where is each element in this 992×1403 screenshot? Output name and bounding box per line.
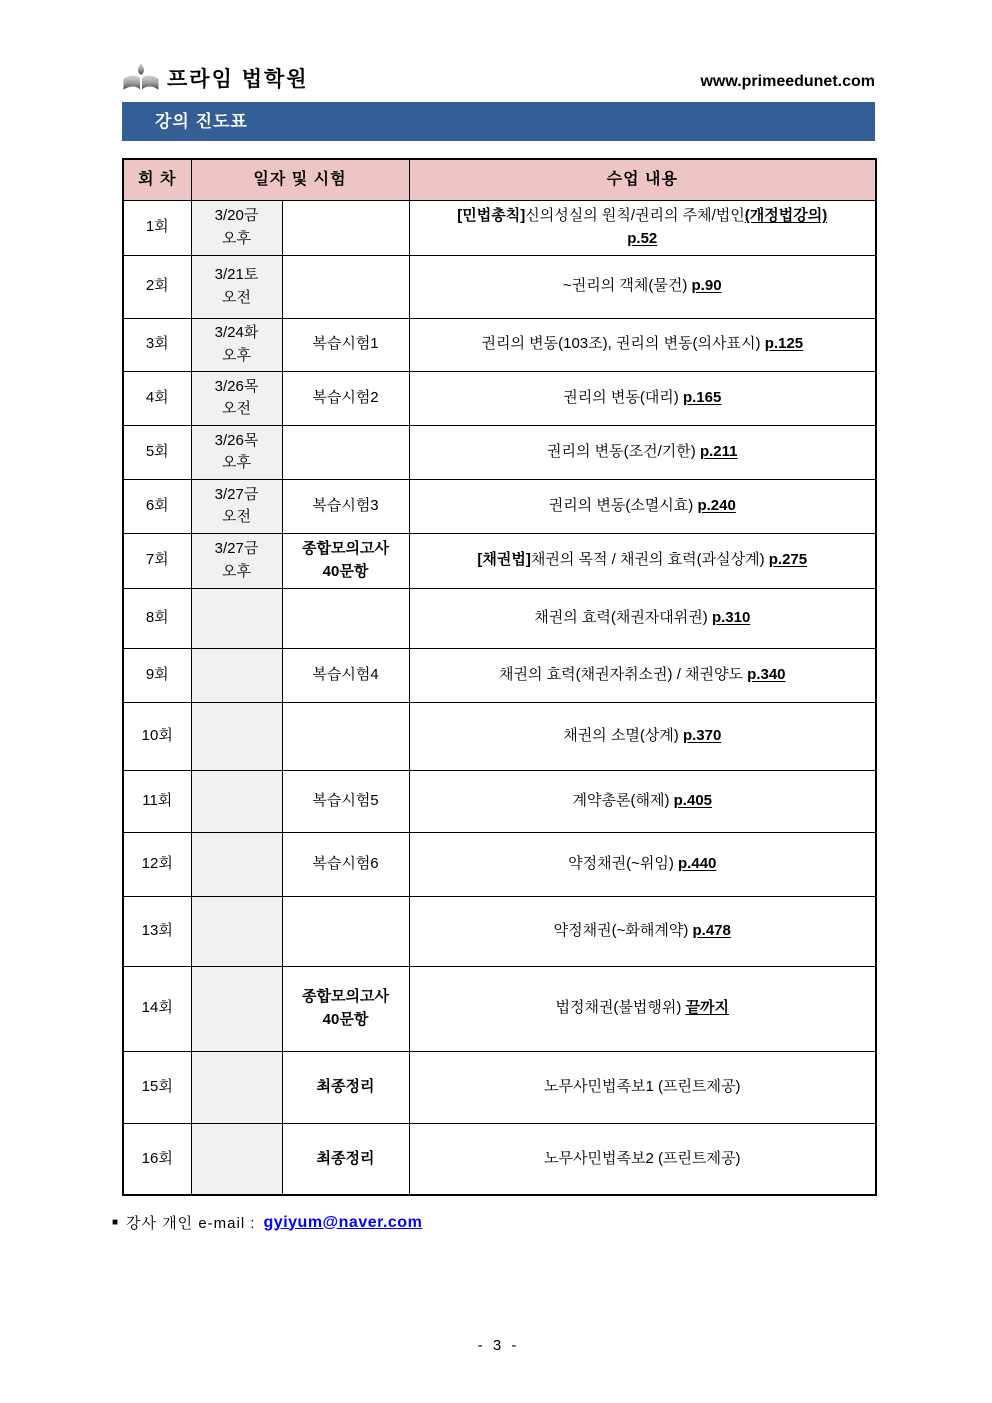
logo — [122, 62, 309, 93]
content-cell — [409, 702, 876, 770]
table-row — [123, 371, 876, 425]
content-segment: 채권의 목적 / 채권의 효력(과실상계) — [530, 551, 769, 569]
session-cell: 13회 — [123, 896, 191, 966]
content-cell — [409, 770, 876, 832]
session-cell: 2회 — [123, 255, 191, 318]
page-header — [122, 0, 875, 93]
schedule-table-body — [123, 200, 876, 1195]
session-cell: 16회 — [123, 1123, 191, 1195]
col-header-session: 회 차 — [123, 159, 191, 200]
table-row — [123, 588, 876, 648]
content-segment: 채권의 소멸(상계) — [563, 726, 683, 744]
table-row — [123, 1123, 876, 1195]
date-cell — [191, 770, 282, 832]
session-cell: 7회 — [123, 533, 191, 588]
instructor-email-line — [112, 1212, 875, 1233]
content-cell — [409, 832, 876, 896]
content-segment: p.52 — [627, 229, 658, 247]
content-segment: p.340 — [747, 665, 786, 683]
content-segment: 신의성실의 원칙/권리의 주체/법인 — [525, 207, 745, 224]
page-number: - 3 - — [477, 1337, 520, 1354]
table-row — [123, 966, 876, 1051]
content-segment: 권리의 변동(소멸시효) — [548, 496, 698, 514]
date-cell: 3/26목 오전 — [191, 371, 282, 425]
table-row — [123, 1051, 876, 1123]
session-cell: 1회 — [123, 200, 191, 255]
exam-cell — [282, 425, 409, 479]
exam-cell — [282, 200, 409, 255]
content-segment: 법정채권(불법행위) — [555, 999, 686, 1017]
exam-cell: 복습시험6 — [282, 832, 409, 896]
content-segment: p.165 — [682, 388, 722, 406]
content-segment: 권리의 변동(103조), 권리의 변동(의사표시) — [481, 335, 765, 353]
date-cell — [191, 896, 282, 966]
table-row — [123, 702, 876, 770]
exam-cell — [282, 896, 409, 966]
date-cell — [191, 966, 282, 1051]
exam-cell: 종합모의고사 40문항 — [282, 966, 409, 1051]
content-cell — [409, 479, 876, 533]
col-header-date-exam: 일자 및 시험 — [191, 159, 409, 200]
instructor-email-link[interactable]: gyiyum@naver.com — [263, 1213, 423, 1231]
content-segment: 권리의 변동(조건/기한) — [547, 442, 700, 460]
content-segment: p.240 — [697, 496, 736, 514]
session-cell: 6회 — [123, 479, 191, 533]
exam-cell: 복습시험4 — [282, 648, 409, 702]
date-cell — [191, 648, 282, 702]
square-bullet-icon: ■ — [112, 1216, 119, 1228]
table-row — [123, 533, 876, 588]
exam-cell: 최종정리 — [282, 1123, 409, 1195]
date-cell — [191, 702, 282, 770]
date-cell: 3/20금 오후 — [191, 200, 282, 255]
content-cell — [409, 200, 876, 255]
content-segment: 권리의 변동(대리) — [563, 388, 683, 406]
email-label: 강사 개인 e-mail : — [126, 1215, 256, 1232]
content-segment: p.90 — [691, 277, 722, 295]
content-segment: p.370 — [682, 726, 722, 744]
content-segment: 끝까지 — [685, 999, 730, 1017]
content-segment: p.405 — [673, 791, 712, 809]
content-segment: 채권의 효력(채권자대위권) — [534, 608, 712, 626]
exam-cell — [282, 588, 409, 648]
schedule-table — [122, 158, 877, 1196]
content-segment: 약정채권(~위임) — [568, 854, 679, 872]
session-cell: 5회 — [123, 425, 191, 479]
exam-cell: 복습시험5 — [282, 770, 409, 832]
content-segment: p.211 — [699, 442, 738, 460]
content-segment: p.125 — [764, 335, 804, 353]
date-cell — [191, 1123, 282, 1195]
content-cell — [409, 648, 876, 702]
col-header-content: 수업 내용 — [409, 159, 876, 200]
section-banner — [122, 102, 875, 141]
date-cell: 3/27금 오후 — [191, 533, 282, 588]
content-cell — [409, 318, 876, 371]
content-segment: p.478 — [692, 921, 731, 939]
session-cell: 14회 — [123, 966, 191, 1051]
content-cell — [409, 255, 876, 318]
exam-cell: 복습시험3 — [282, 479, 409, 533]
session-cell: 4회 — [123, 371, 191, 425]
exam-cell: 복습시험1 — [282, 318, 409, 371]
content-segment: 채권의 효력(채권자취소권) / 채권양도 — [498, 665, 748, 683]
exam-cell — [282, 702, 409, 770]
table-row — [123, 896, 876, 966]
table-row — [123, 318, 876, 371]
content-segment: [민법총칙] — [457, 207, 526, 224]
date-cell: 3/21토 오전 — [191, 255, 282, 318]
date-cell — [191, 1051, 282, 1123]
table-row — [123, 255, 876, 318]
table-header-row — [123, 159, 876, 200]
content-cell — [409, 588, 876, 648]
exam-cell: 최종정리 — [282, 1051, 409, 1123]
content-segment: p.310 — [711, 608, 751, 626]
content-segment: p.275 — [768, 551, 808, 569]
session-cell: 8회 — [123, 588, 191, 648]
content-segment: ~권리의 객체(물건) — [562, 277, 692, 295]
session-cell: 15회 — [123, 1051, 191, 1123]
content-cell — [409, 425, 876, 479]
content-segment: 노무사민법족보2 (프린트제공) — [544, 1149, 741, 1167]
session-cell: 11회 — [123, 770, 191, 832]
session-cell: 12회 — [123, 832, 191, 896]
content-cell — [409, 896, 876, 966]
content-cell — [409, 966, 876, 1051]
banner-title: 강의 진도표 — [155, 112, 248, 131]
table-row — [123, 479, 876, 533]
date-cell — [191, 588, 282, 648]
date-cell: 3/26목 오후 — [191, 425, 282, 479]
content-segment: 노무사민법족보1 (프린트제공) — [544, 1077, 741, 1095]
exam-cell: 종합모의고사 40문항 — [282, 533, 409, 588]
content-cell — [409, 371, 876, 425]
book-quill-icon — [122, 62, 160, 93]
content-segment: 계약총론(해제) — [572, 791, 674, 809]
table-row — [123, 425, 876, 479]
content-segment: 약정채권(~화해계약) — [553, 921, 693, 939]
table-row — [123, 770, 876, 832]
content-cell — [409, 1051, 876, 1123]
exam-cell: 복습시험2 — [282, 371, 409, 425]
content-segment: p.440 — [678, 854, 717, 872]
date-cell — [191, 832, 282, 896]
date-cell: 3/24화 오후 — [191, 318, 282, 371]
content-segment: (개정법강의) — [744, 207, 828, 224]
content-cell — [409, 1123, 876, 1195]
table-row — [123, 200, 876, 255]
date-cell: 3/27금 오전 — [191, 479, 282, 533]
website-url: www.primeedunet.com — [700, 73, 875, 90]
table-row — [123, 648, 876, 702]
document-page — [112, 0, 875, 1354]
logo-text: 프라임 법학원 — [167, 67, 309, 91]
exam-cell — [282, 255, 409, 318]
session-cell: 3회 — [123, 318, 191, 371]
table-row — [123, 832, 876, 896]
session-cell: 9회 — [123, 648, 191, 702]
session-cell: 10회 — [123, 702, 191, 770]
content-segment: [채권법] — [477, 551, 531, 569]
content-cell — [409, 533, 876, 588]
